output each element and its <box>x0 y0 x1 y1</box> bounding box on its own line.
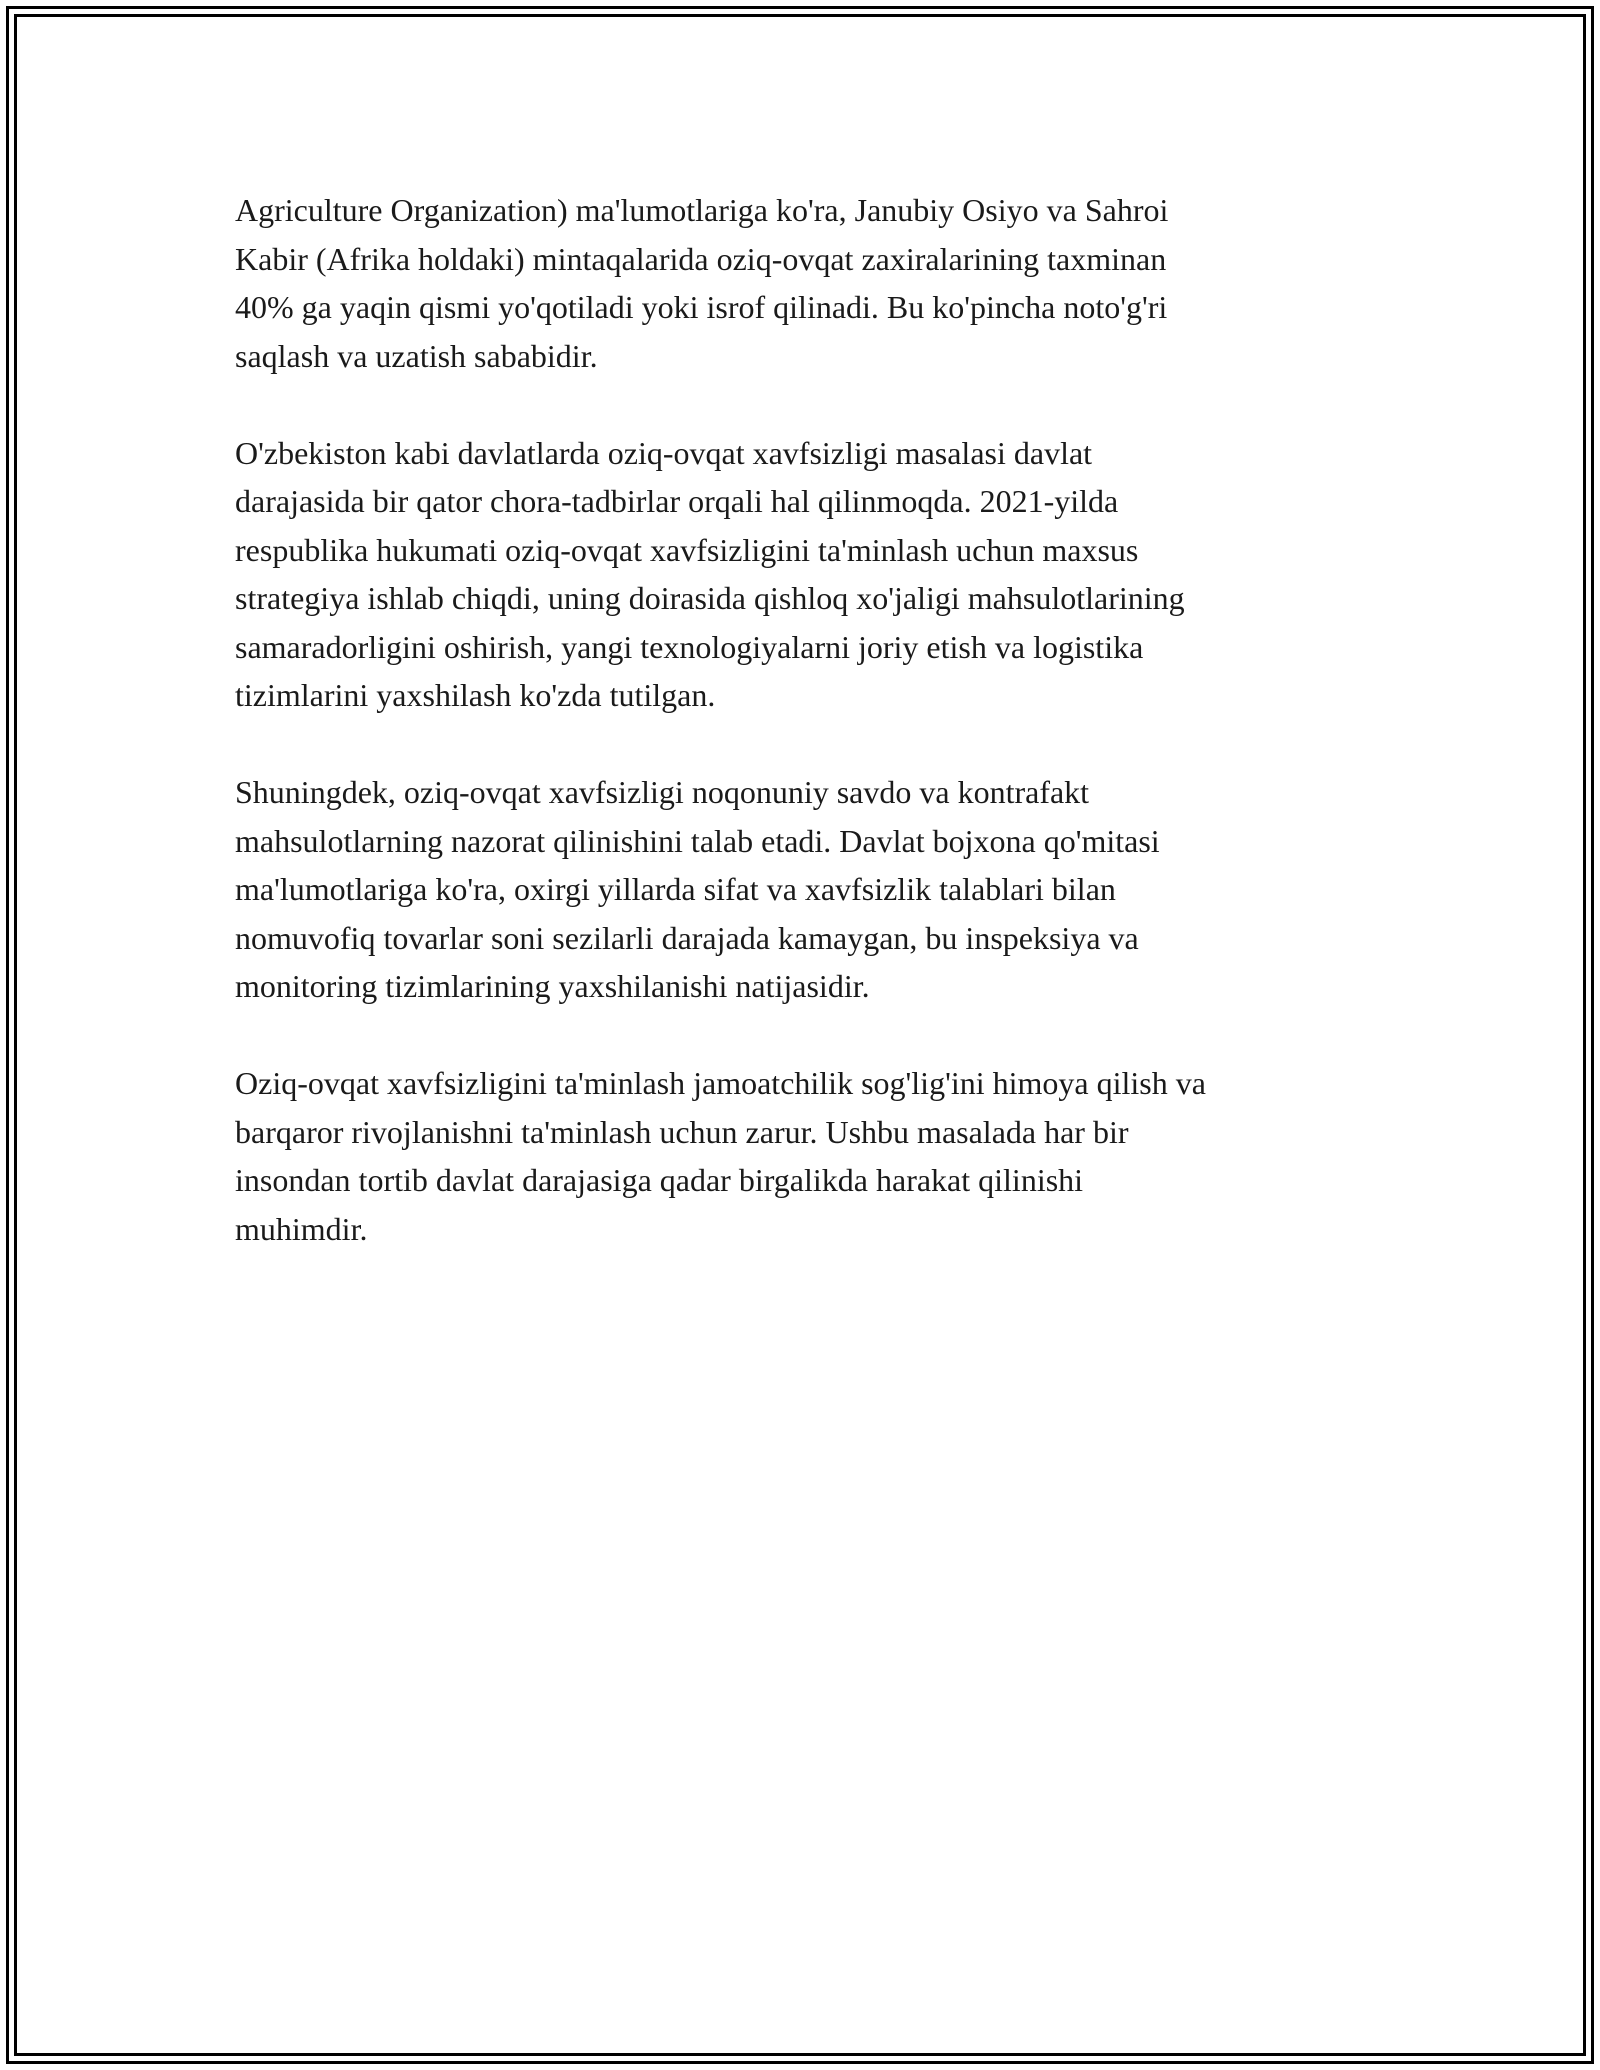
paragraph-1 <box>235 186 1365 380</box>
text-line: samaradorligini oshirish, yangi texnologiyalarni joriy etish va logistika <box>235 628 1144 665</box>
text-line: nomuvofiq tovarlar soni sezilarli darajada kamaygan, bu inspeksiya va <box>235 919 1139 956</box>
text-line: saqlash va uzatish sababidir. <box>235 337 598 374</box>
text-line: darajasida bir qator chora-tadbirlar orqali hal qilinmoqda. 2021-yilda <box>235 483 1119 519</box>
text-line: tizimlarini yaxshilash ko'zda tutilgan. <box>235 677 716 713</box>
text-line: monitoring tizimlarining yaxshilanishi natijasidir. <box>235 968 870 1004</box>
text-line: Shuningdek, oziq-ovqat xavfsizligi noqonuniy savdo va kontrafakt <box>235 774 1090 810</box>
text-line: Kabir (Afrika holdaki) mintaqalarida oziq-ovqat zaxiralarining taxminan <box>235 240 1167 277</box>
text-line: muhimdir. <box>235 1210 368 1247</box>
text-line: 40% ga yaqin qismi yo'qotiladi yoki isrof qilinadi. Bu ko'pincha noto'g'ri <box>235 289 1168 325</box>
paragraph-4 <box>235 1059 1365 1253</box>
text-line: O'zbekiston kabi davlatlarda oziq-ovqat xavfsizligi masalasi davlat <box>235 434 1093 471</box>
document-body <box>235 186 1365 1302</box>
text-line: mahsulotlarning nazorat qilinishini talab etadi. Davlat bojxona qo'mitasi <box>235 822 1160 859</box>
text-line: insondan tortib davlat darajasiga qadar birgalikda harakat qilinishi <box>235 1162 1084 1198</box>
text-line: ma'lumotlariga ko'ra, oxirgi yillarda sifat va xavfsizlik talablari bilan <box>235 871 1116 907</box>
text-line: Oziq-ovqat xavfsizligini ta'minlash jamoatchilik sog'lig'ini himoya qilish va <box>235 1065 1206 1101</box>
text-line: Agriculture Organization) ma'lumotlariga ko'ra, Janubiy Osiyo va Sahroi <box>235 192 1169 228</box>
text-line: strategiya ishlab chiqdi, uning doirasida qishloq xo'jaligi mahsulotlarining <box>235 580 1185 616</box>
text-line: respublika hukumati oziq-ovqat xavfsizligini ta'minlash uchun maxsus <box>235 531 1139 568</box>
paragraph-3 <box>235 768 1365 1011</box>
paragraph-2 <box>235 429 1365 720</box>
text-line: barqaror rivojlanishni ta'minlash uchun zarur. Ushbu masalada har bir <box>235 1113 1129 1150</box>
